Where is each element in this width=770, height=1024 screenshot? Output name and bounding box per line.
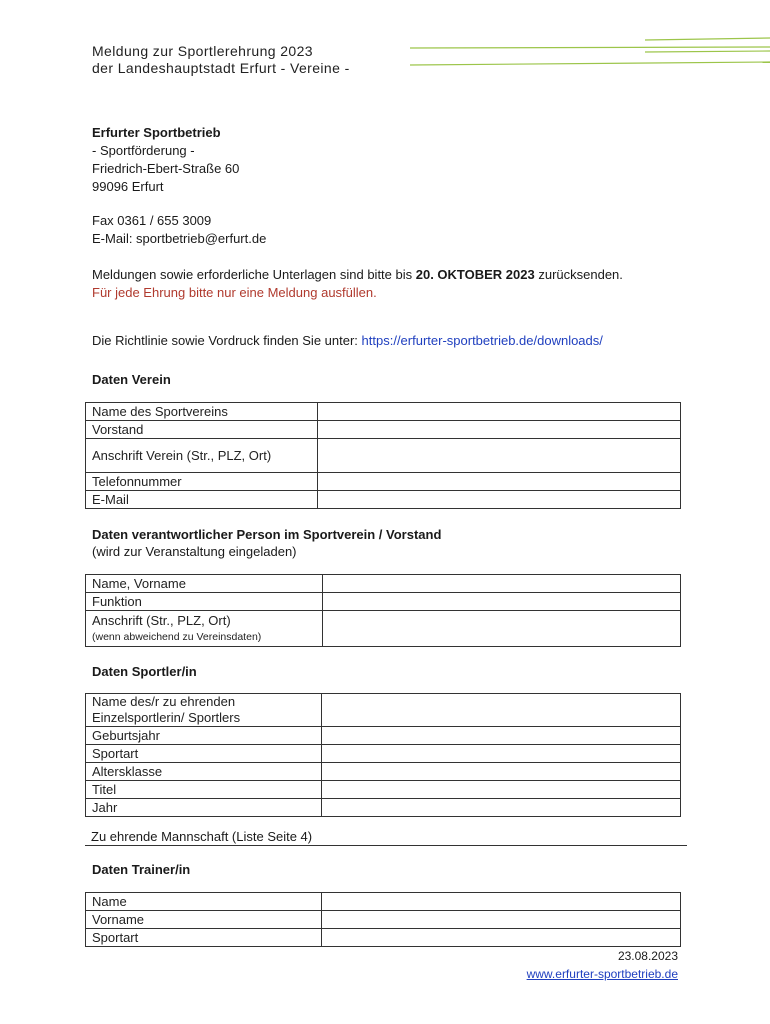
table-row	[86, 745, 681, 763]
field-label: Einzelsportlerin/ Sportlers	[92, 710, 241, 725]
field-label: Name	[86, 893, 322, 911]
field-input[interactable]	[322, 781, 681, 799]
downloads-link[interactable]: https://erfurter-sportbetrieb.de/downloads/	[361, 333, 603, 348]
contact-info	[92, 212, 266, 248]
deadline-date: 20. OKTOBER 2023	[415, 267, 535, 282]
deadline-notice	[92, 266, 732, 302]
field-label: Altersklasse	[86, 763, 322, 781]
org-department: - Sportförderung -	[92, 143, 195, 158]
field-input[interactable]	[322, 727, 681, 745]
table-row	[86, 593, 681, 611]
notice-prefix: Meldungen sowie erforderliche Unterlagen sind bitte bis	[92, 267, 416, 282]
table-row	[86, 781, 681, 799]
org-street: Friedrich-Ebert-Straße 60	[92, 161, 240, 176]
field-input[interactable]	[318, 439, 681, 473]
recipient-address	[92, 124, 239, 196]
field-label: Sportart	[86, 745, 322, 763]
field-input[interactable]	[322, 763, 681, 781]
table-row	[86, 893, 681, 911]
table-row	[86, 727, 681, 745]
field-input[interactable]	[322, 799, 681, 817]
field-label: Vorstand	[86, 421, 318, 439]
guideline-line	[92, 333, 603, 348]
field-note: (wenn abweichend zu Vereinsdaten)	[92, 630, 262, 643]
field-input[interactable]	[323, 611, 681, 647]
field-input[interactable]	[322, 911, 681, 929]
guideline-text: Die Richtlinie sowie Vordruck finden Sie unter:	[92, 333, 362, 348]
section-title-sportler: Daten Sportler/in	[92, 664, 197, 679]
table-row	[86, 611, 681, 647]
table-row	[86, 694, 681, 727]
field-input[interactable]	[318, 403, 681, 421]
warning-text: Für jede Ehrung bitte nur eine Meldung ausfüllen.	[92, 285, 377, 300]
sportler-table	[85, 693, 681, 817]
notice-suffix: zurücksenden.	[534, 267, 623, 282]
footer-website-link[interactable]: www.erfurter-sportbetrieb.de	[526, 967, 678, 981]
field-label-group	[86, 611, 323, 647]
table-row	[86, 421, 681, 439]
header-subtitle: der Landeshauptstadt Erfurt - Vereine -	[92, 60, 350, 76]
email-address[interactable]: E-Mail: sportbetrieb@erfurt.de	[92, 231, 267, 246]
field-label: Name des Sportvereins	[86, 403, 318, 421]
table-row	[86, 799, 681, 817]
section-subtitle-person: (wird zur Veranstaltung eingeladen)	[92, 544, 297, 559]
field-label: Anschrift Verein (Str., PLZ, Ort)	[86, 439, 318, 473]
mannschaft-label: Zu ehrende Mannschaft (Liste Seite 4)	[91, 829, 313, 844]
table-row	[86, 575, 681, 593]
field-input[interactable]	[323, 593, 681, 611]
person-table	[85, 574, 681, 647]
table-row	[86, 763, 681, 781]
field-input[interactable]	[322, 745, 681, 763]
field-label: Funktion	[86, 593, 323, 611]
field-input[interactable]	[322, 929, 681, 947]
field-label: Titel	[86, 781, 322, 799]
decorative-lines	[405, 34, 770, 70]
table-row	[86, 439, 681, 473]
table-row	[86, 911, 681, 929]
header-title: Meldung zur Sportlerehrung 2023	[92, 43, 313, 59]
footer-date: 23.08.2023	[617, 949, 678, 963]
mannschaft-field[interactable]	[85, 829, 687, 846]
field-label: Telefonnummer	[86, 473, 318, 491]
table-row	[86, 473, 681, 491]
field-label: Name, Vorname	[86, 575, 323, 593]
field-label: Geburtsjahr	[86, 727, 322, 745]
field-input[interactable]	[318, 473, 681, 491]
field-label: Sportart	[86, 929, 322, 947]
field-label: Vorname	[86, 911, 322, 929]
field-label: E-Mail	[86, 491, 318, 509]
section-title-person: Daten verantwortlicher Person im Sportverein / Vorstand	[92, 527, 442, 542]
table-row	[86, 403, 681, 421]
field-label: Anschrift (Str., PLZ, Ort)	[92, 612, 231, 628]
document-header	[92, 43, 350, 77]
section-title-verein: Daten Verein	[92, 372, 171, 387]
trainer-table	[85, 892, 681, 947]
field-label-group	[86, 694, 322, 727]
field-label: Jahr	[86, 799, 322, 817]
table-row	[86, 491, 681, 509]
field-input[interactable]	[318, 421, 681, 439]
section-title-trainer: Daten Trainer/in	[92, 862, 191, 877]
table-row	[86, 929, 681, 947]
field-input[interactable]	[322, 893, 681, 911]
field-input[interactable]	[318, 491, 681, 509]
fax-number: Fax 0361 / 655 3009	[92, 213, 212, 228]
field-label: Name des/r zu ehrenden	[92, 694, 236, 709]
org-name: Erfurter Sportbetrieb	[92, 125, 221, 140]
org-city: 99096 Erfurt	[92, 179, 164, 194]
field-input[interactable]	[322, 694, 681, 727]
verein-table	[85, 402, 681, 509]
field-input[interactable]	[323, 575, 681, 593]
